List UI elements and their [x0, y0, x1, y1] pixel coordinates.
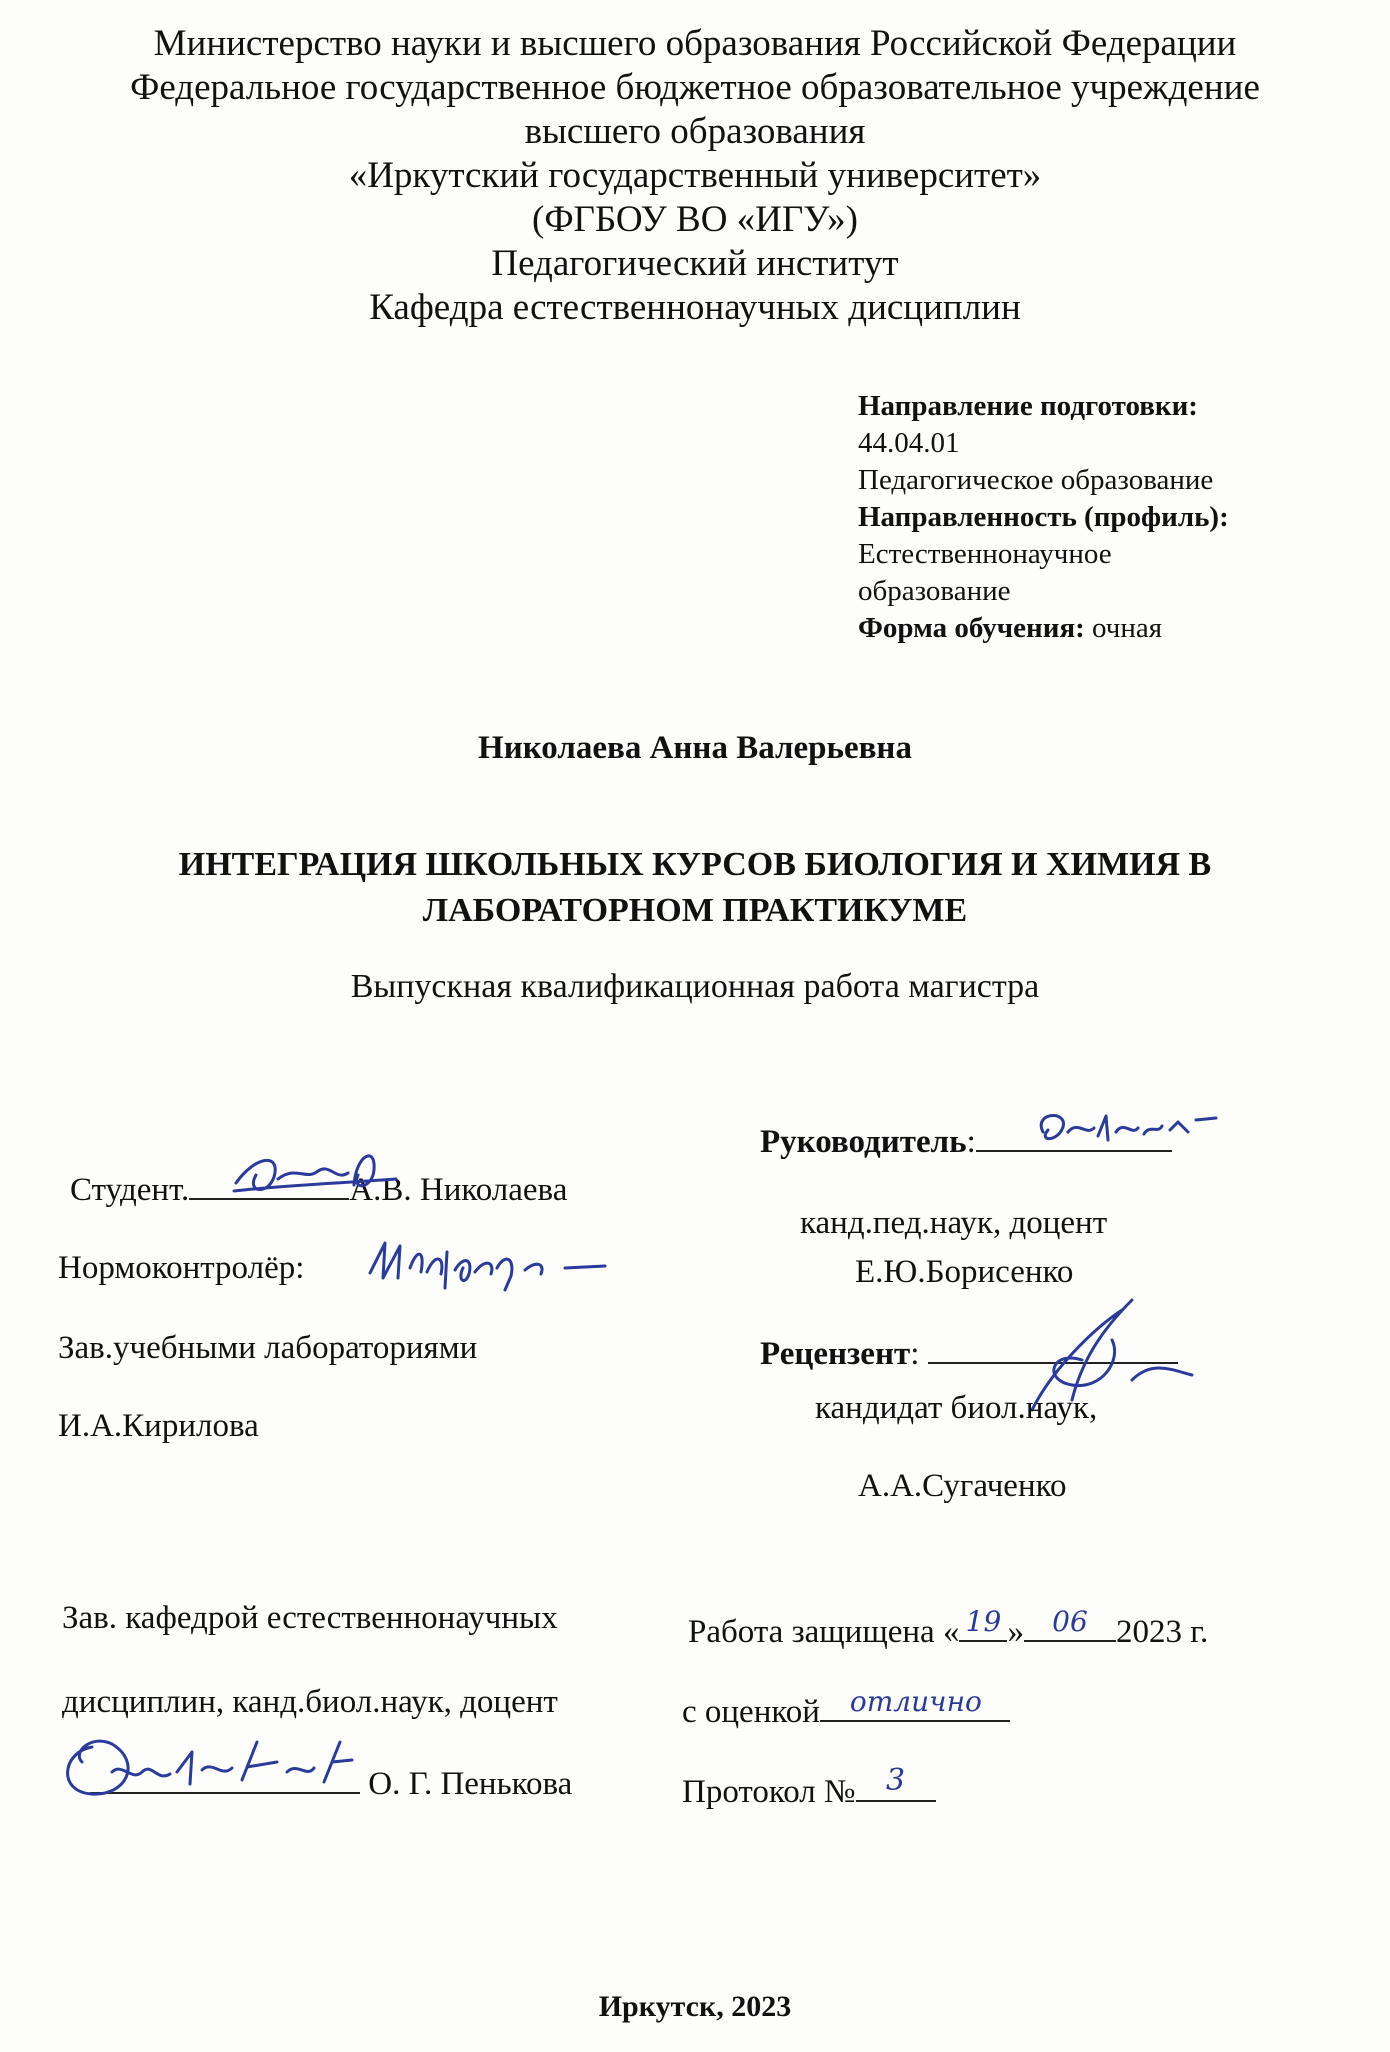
reviewer-row: Рецензент:: [760, 1332, 1178, 1373]
university-name: «Иркутский государственный университет»: [348, 155, 1042, 196]
student-signature: [226, 1135, 396, 1205]
protocol-row: [682, 1763, 936, 1811]
defense-date-row: [688, 1605, 1209, 1651]
protocol-label: Протокол №: [682, 1774, 856, 1810]
reviewer-title: кандидат биол.наук,: [815, 1390, 1098, 1426]
dept-head-line1: Зав. кафедрой естественнонаучных: [62, 1600, 558, 1636]
defended-day: 19: [965, 1605, 1002, 1638]
protocol-field: [856, 1763, 936, 1802]
profile-line1: Естественнонаучное: [858, 538, 1112, 570]
thesis-title-line1: ИНТЕГРАЦИЯ ШКОЛЬНЫХ КУРСОВ БИОЛОГИЯ И ХИМИЯ В: [178, 846, 1212, 883]
education-level-line: высшего образования: [524, 111, 866, 152]
normcontrol-row: [58, 1250, 304, 1287]
grade-row: [682, 1685, 1010, 1731]
dept-head-name: О. Г. Пенькова: [368, 1766, 573, 1802]
grade-label: с оценкой: [682, 1694, 820, 1730]
normcontrol-label: Нормоконтролёр:: [58, 1250, 305, 1286]
lab-head-name: И.А.Кирилова: [58, 1408, 259, 1444]
institution-type-line: Федеральное государственное бюджетное образовательное учреждение: [130, 67, 1260, 108]
department-name: Кафедра естественнонаучных дисциплин: [369, 287, 1021, 328]
defended-month: 06: [1052, 1605, 1088, 1638]
defended-mid: »: [1007, 1614, 1024, 1650]
grade-value: отлично: [849, 1685, 982, 1718]
supervisor-title: канд.пед.наук, доцент: [800, 1205, 1108, 1241]
defended-prefix: Работа защищена «: [688, 1614, 960, 1650]
form-value: очная: [1092, 612, 1163, 644]
normcontrol-signature: [365, 1228, 615, 1298]
program-info: [858, 388, 1229, 647]
direction-label: Направление подготовки:: [858, 390, 1198, 422]
supervisor-signature: [1028, 1102, 1218, 1162]
work-type: Выпускная квалификационная работа магистра: [350, 968, 1040, 1005]
protocol-value: 3: [885, 1763, 906, 1798]
university-abbr: (ФГБОУ ВО «ИГУ»): [532, 199, 858, 240]
thesis-title: [0, 842, 1390, 934]
student-name: А.В. Николаева: [349, 1172, 568, 1208]
direction-code: 44.04.01: [858, 427, 960, 459]
direction-name: Педагогическое образование: [858, 464, 1214, 496]
form-label: Форма обучения:: [858, 612, 1085, 644]
grade-field: [820, 1685, 1010, 1722]
reviewer-label: Рецензент: [760, 1336, 911, 1372]
ministry-line: Министерство науки и высшего образования Российской Федерации: [153, 23, 1237, 64]
lab-head-label: Зав.учебными лабораториями: [58, 1330, 478, 1366]
supervisor-row: Руководитель:: [760, 1120, 1172, 1161]
student-label: Студент.: [70, 1172, 190, 1208]
profile-label: Направленность (профиль):: [858, 501, 1229, 533]
city-year: Иркутск, 2023: [598, 1990, 792, 2023]
thesis-title-line2: ЛАБОРАТОРНОМ ПРАКТИКУМЕ: [422, 892, 968, 929]
supervisor-name: Е.Ю.Борисенко: [855, 1254, 1074, 1290]
study-form: [858, 610, 1229, 647]
institute-name: Педагогический институт: [491, 243, 899, 284]
author-name: Николаева Анна Валерьевна: [478, 730, 912, 766]
reviewer-name: А.А.Сугаченко: [858, 1468, 1067, 1504]
defended-day-field: [959, 1605, 1007, 1642]
profile-line2: образование: [858, 575, 1011, 607]
dept-head-signature: [52, 1722, 362, 1812]
defended-month-field: [1024, 1605, 1116, 1642]
dept-head-line2: дисциплин, канд.биол.наук, доцент: [62, 1684, 558, 1720]
supervisor-label: Руководитель: [760, 1124, 967, 1160]
defended-year: 2023 г.: [1115, 1614, 1209, 1650]
